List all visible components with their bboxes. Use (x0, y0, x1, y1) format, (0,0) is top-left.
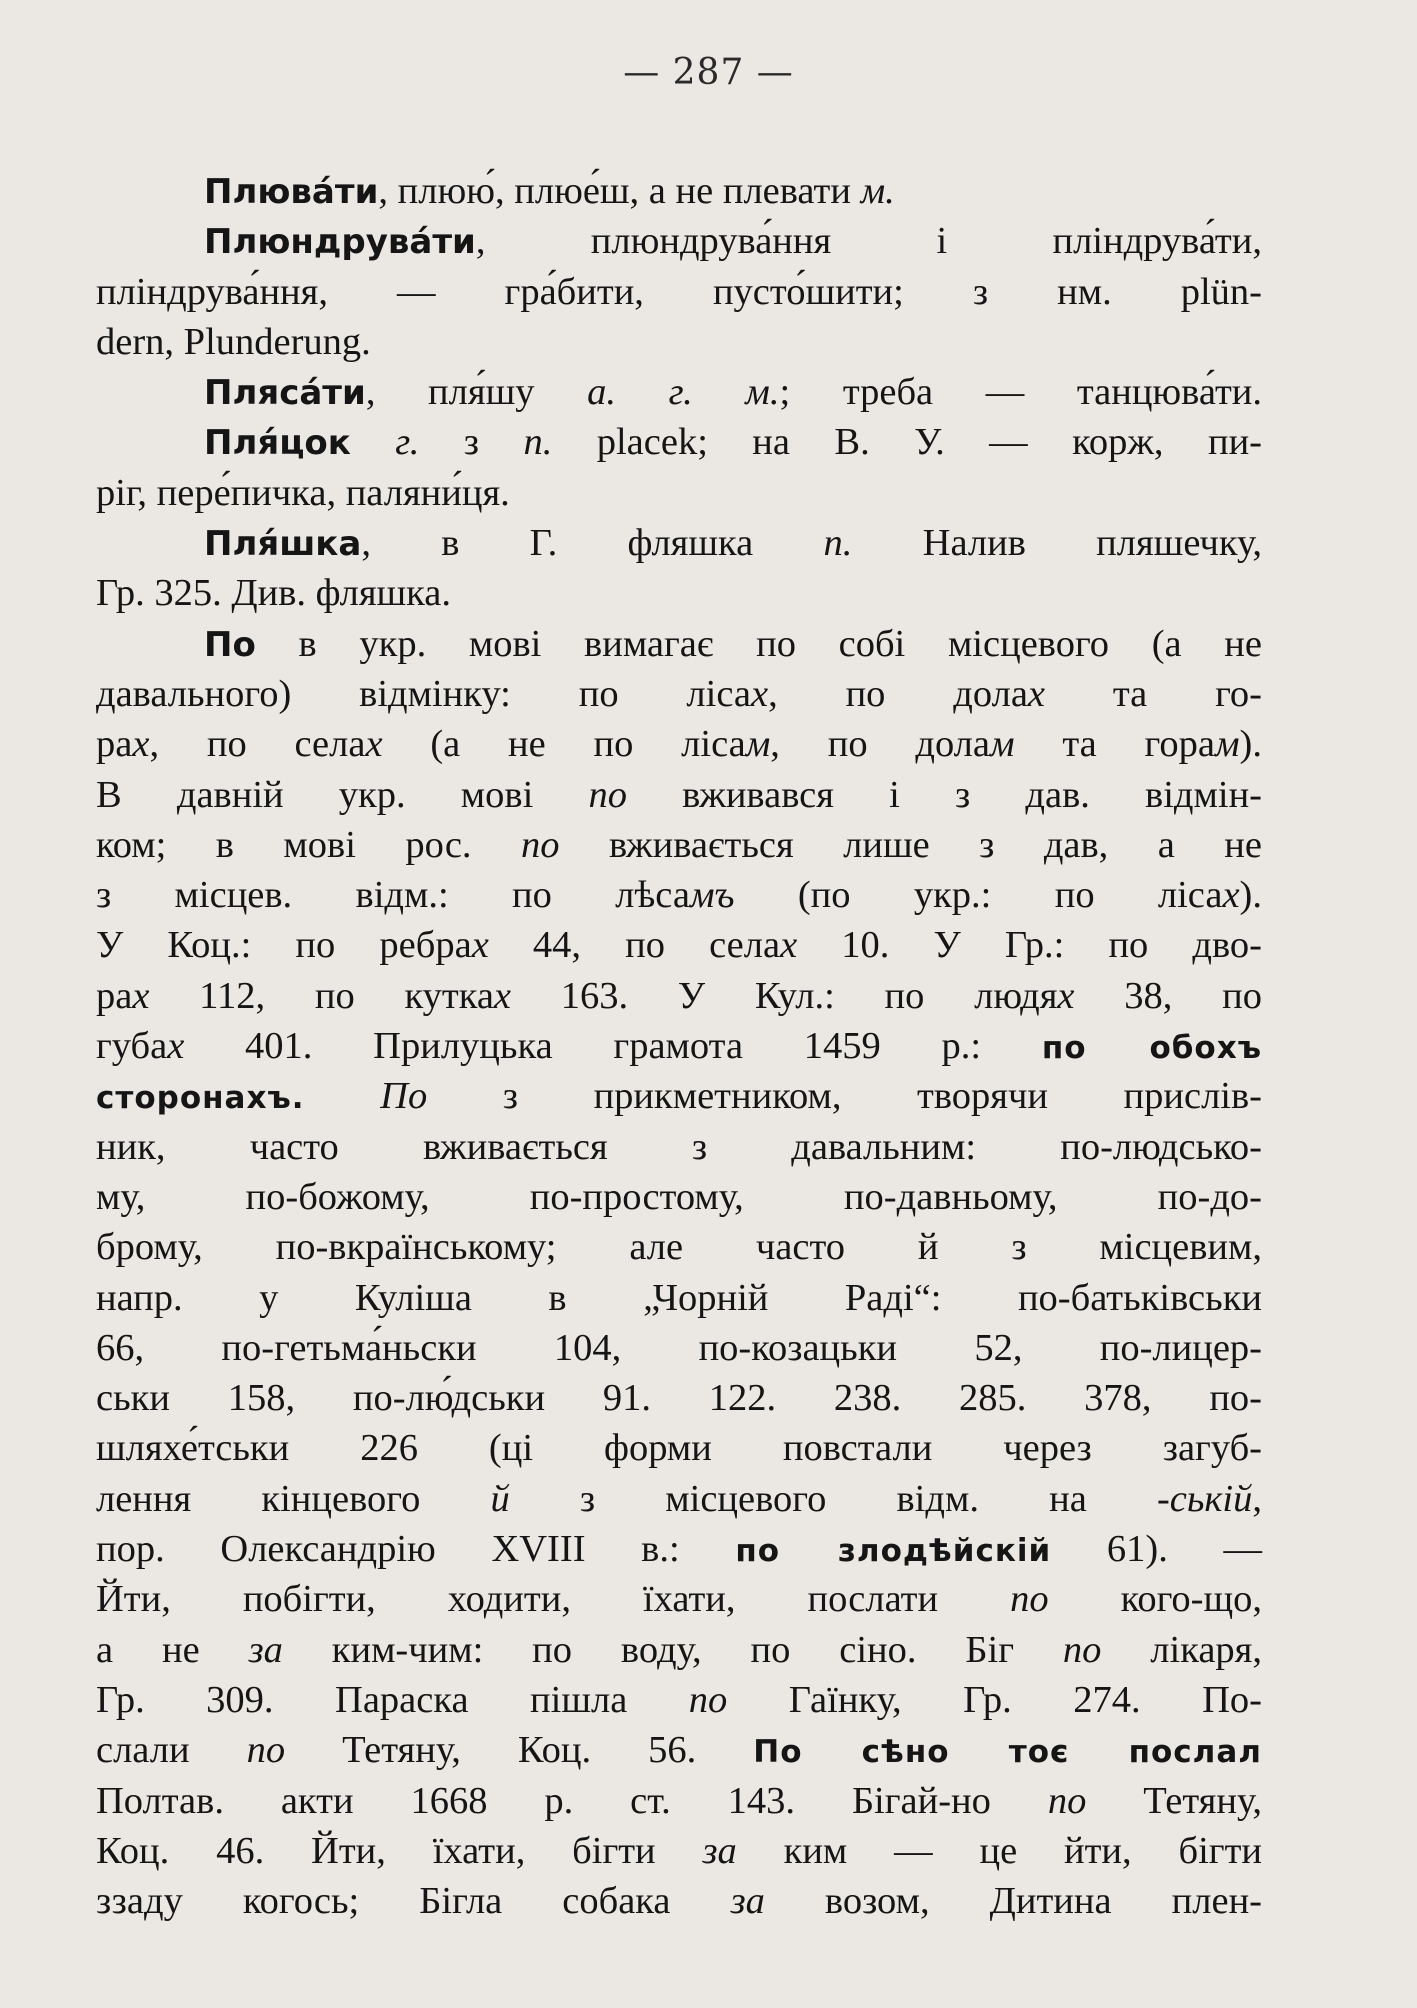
headword: По (204, 624, 256, 665)
text-segment: , плюндрува́ння і пліндрува́ти, (475, 220, 1262, 263)
text-line (96, 1574, 1262, 1624)
text-segment: Коц. 46. Йти, їхати, бігти (96, 1829, 703, 1872)
text-line (96, 1826, 1262, 1876)
italic-text: х (132, 723, 150, 766)
text-segment: та гора (1014, 723, 1215, 766)
text-line (96, 216, 1262, 266)
text-segment: (а не по ліса (382, 723, 746, 766)
italic-text: по (521, 823, 560, 866)
text-line (96, 920, 1262, 970)
italic-text: за (248, 1628, 283, 1671)
dictionary-text (96, 166, 1262, 1926)
text-segment: Гр. 309. Параска пішла (96, 1678, 689, 1721)
text-segment: 61). — (1051, 1528, 1262, 1571)
italic-text: м (1214, 723, 1240, 766)
text-segment: Тетяну, Коц. 56. (285, 1729, 754, 1772)
italic-text: п. (523, 421, 553, 464)
text-line (96, 468, 1262, 518)
text-segment: ком; в мові рос. (96, 823, 521, 866)
italic-text: х (1057, 974, 1075, 1017)
headword: Плюндрува́ти (204, 222, 476, 263)
text-line (96, 1273, 1262, 1323)
text-segment: ззаду когось; Бігла собака (96, 1880, 731, 1923)
italic-text: за (702, 1829, 737, 1872)
text-line (96, 1675, 1262, 1725)
italic-text: м (990, 723, 1015, 766)
italic-text: м (745, 723, 771, 766)
text-line (96, 367, 1262, 417)
italic-text: а. г. м. (587, 371, 780, 414)
text-segment: (по укр.: по ліса (734, 874, 1223, 917)
text-segment: ник, часто вживається з давальним: по-людсько- (96, 1125, 1262, 1168)
text-line (96, 619, 1262, 669)
text-segment: У Коц.: по ребра (96, 924, 472, 967)
text-line (96, 1423, 1262, 1473)
italic-text: х (751, 672, 769, 715)
text-segment: 10. У Гр.: по дво- (797, 924, 1262, 967)
text-segment: ). (1239, 874, 1262, 917)
text-line (96, 1222, 1262, 1272)
text-segment: , в Г. фляшка (361, 522, 824, 565)
text-segment: вживається лише з дав, а не (559, 823, 1262, 866)
text-segment: лікаря, (1101, 1628, 1263, 1671)
italic-text: г. (395, 421, 420, 464)
text-segment: 44, по села (488, 924, 781, 967)
italic-text: х (132, 974, 150, 1017)
italic-text: й (490, 1477, 510, 1520)
old-slavonic-text: по обохъ (1041, 1030, 1262, 1067)
text-segment: , (1252, 1477, 1262, 1520)
text-segment: ра (96, 974, 133, 1017)
italic-text: х (1027, 672, 1045, 715)
text-segment: пліндрува́ння, — гра́бити, пусто́шити; з нм. plün- (96, 270, 1262, 313)
italic-text: по (246, 1729, 286, 1772)
text-segment: вживався і з дав. відмін- (626, 773, 1262, 816)
text-segment: , по села (149, 723, 366, 766)
text-line (96, 518, 1262, 568)
italic-text: по (588, 773, 627, 816)
text-segment: 38, по (1074, 974, 1262, 1017)
text-segment: , по дола (770, 723, 990, 766)
text-segment: брому, по-вкраїнському; але часто й з місцевим, (96, 1226, 1262, 1269)
text-line (96, 317, 1262, 367)
italic-text: п. (823, 522, 853, 565)
text-line (96, 1524, 1262, 1574)
text-line (96, 1323, 1262, 1373)
text-line (96, 568, 1262, 618)
text-segment: , плюю́, плюе́ш, а не плевати (378, 170, 861, 212)
italic-text: по (1062, 1628, 1102, 1671)
text-line (96, 1725, 1262, 1775)
text-line (96, 1373, 1262, 1423)
text-segment: ким — це йти, бігти (736, 1829, 1262, 1872)
text-segment: ра (96, 723, 133, 766)
text-line (96, 770, 1262, 820)
text-line (96, 971, 1262, 1021)
text-line (96, 1776, 1262, 1826)
text-segment: кого-що, (1048, 1578, 1262, 1621)
headword: Пляса́ти (204, 373, 366, 414)
text-segment: з місцевого відм. на (509, 1477, 1157, 1520)
text-segment: ріг, пере́пичка, паляни́ця. (96, 471, 510, 514)
text-segment: губа (96, 1025, 168, 1068)
text-segment: з прикметником, творячи прислів- (427, 1075, 1263, 1118)
text-segment: ськи 158, по-лю́дськи 91. 122. 238. 285. 378, по- (96, 1377, 1262, 1420)
italic-text: х (780, 924, 798, 967)
text-line (96, 719, 1262, 769)
text-segment: давального) відмінку: по ліса (96, 672, 751, 715)
text-segment: Налив пляшечку, (852, 522, 1262, 565)
text-line (96, 1474, 1262, 1524)
text-segment: , по дола (768, 672, 1028, 715)
text-segment: , пля́шу (365, 371, 588, 414)
italic-text: х (167, 1025, 185, 1068)
text-line (96, 267, 1262, 317)
text-segment: му, по-божому, по-простому, по-давньому, по-до- (96, 1175, 1262, 1218)
text-line (96, 1172, 1262, 1222)
text-line (96, 820, 1262, 870)
italic-text: х (493, 974, 512, 1017)
text-segment: ким-чим: по воду, по сіно. Біг (282, 1628, 1063, 1671)
text-segment: з місцев. відм.: по лѣса (96, 874, 690, 917)
text-segment: 66, по-гетьма́ньски 104, по-козацьки 52, по-лицер- (96, 1326, 1262, 1369)
old-slavonic-text: сторонахъ. (96, 1080, 305, 1117)
text-line (96, 1122, 1262, 1172)
text-segment: а не (96, 1628, 249, 1671)
text-segment: ; треба — танцюва́ти. (779, 371, 1262, 414)
text-segment: та го- (1045, 672, 1262, 715)
text-segment (305, 1075, 381, 1117)
text-line (96, 1021, 1262, 1071)
text-segment: В давній укр. мові (96, 773, 589, 816)
old-slavonic-text: По сѣно тоє послал (753, 1734, 1263, 1771)
text-line (96, 1071, 1262, 1121)
italic-text: по (1047, 1779, 1087, 1822)
text-segment: лення кінцевого (96, 1477, 491, 1520)
italic-text: по (1010, 1578, 1049, 1621)
text-segment: Гр. 325. Див. фляшка. (96, 572, 452, 615)
text-segment: з (419, 421, 524, 464)
headword: Плюва́ти (204, 172, 379, 212)
text-segment: Йти, побігти, ходити, їхати, послати (96, 1578, 1011, 1621)
old-slavonic-text: по злодѣйскій (735, 1533, 1052, 1570)
text-segment: dern, Plunderung. (96, 320, 371, 363)
italic-text: х (1222, 874, 1240, 917)
text-segment: placek; на В. У. — корж, пи- (552, 421, 1262, 464)
text-segment: 163. У Кул.: по людя (511, 974, 1058, 1017)
text-segment: Тетяну, (1086, 1779, 1263, 1822)
italic-text: х (471, 924, 489, 967)
text-segment: Гаїнку, Гр. 274. По- (727, 1678, 1262, 1721)
text-segment: 112, по кутка (149, 974, 494, 1017)
text-segment: 401. Прилуцька грамота 1459 р.: (184, 1025, 1042, 1068)
italic-text: По (380, 1075, 428, 1118)
text-segment: Полтав. акти 1668 р. ст. 143. Бігай-но (96, 1779, 1048, 1822)
text-line (96, 669, 1262, 719)
text-segment: возом, Дитина плен- (764, 1880, 1262, 1923)
italic-text: -ській (1156, 1477, 1253, 1520)
italic-text: за (730, 1880, 765, 1923)
text-segment: в укр. мові вимагає по собі місцевого (а не (255, 622, 1262, 665)
text-segment: ). (1239, 723, 1262, 766)
text-segment: пор. Олександрію XVIII в.: (96, 1528, 736, 1571)
page-number: — 287 — (623, 52, 794, 93)
text-segment: слали (96, 1729, 247, 1772)
italic-text: мъ (689, 874, 735, 917)
text-segment: шляхе́тськи 226 (ці форми повстали через загуб- (96, 1427, 1262, 1470)
text-segment: напр. у Куліша в „Чорній Раді“: по-батьківськи (96, 1276, 1262, 1319)
headword: Пля́шка (204, 524, 362, 565)
text-line (96, 166, 1262, 216)
text-line (96, 870, 1262, 920)
text-line (96, 417, 1262, 467)
text-line (96, 1876, 1262, 1926)
headword: Пля́цок (204, 423, 351, 464)
italic-text: х (365, 723, 383, 766)
text-segment (351, 421, 395, 463)
text-line (96, 1625, 1262, 1675)
italic-text: м. (860, 170, 895, 212)
italic-text: по (688, 1678, 728, 1721)
